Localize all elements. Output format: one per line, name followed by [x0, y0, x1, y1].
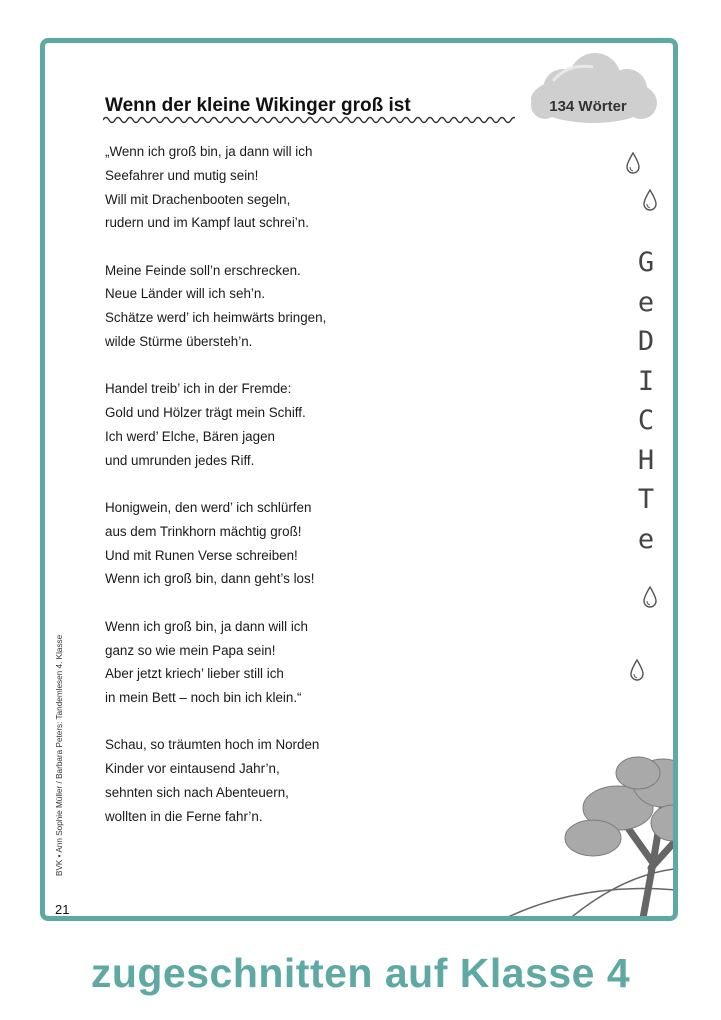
poem-line: Will mit Drachenbooten segeln,: [105, 191, 291, 207]
wave-underline-icon: [103, 113, 515, 127]
vertical-letter: G: [637, 247, 655, 278]
poem-line: Aber jetzt kriech’ lieber still ich: [105, 666, 284, 682]
poem-line: Kinder vor eintausend Jahr’n,: [105, 761, 280, 777]
poem-body: [105, 140, 326, 852]
vertical-letter: I: [637, 365, 655, 397]
poem-line: Seefahrer und mutig sein!: [105, 167, 259, 183]
poem-line: „Wenn ich groß bin, ja dann will ich: [105, 144, 313, 159]
poem-line: wilde Stürme übersteh’n.: [105, 334, 253, 350]
poem-line: rudern und im Kampf laut schrei’n.: [105, 215, 309, 231]
poem-line: in mein Bett – noch bin ich klein.“: [105, 690, 302, 706]
water-drop-icon: [629, 658, 645, 682]
poem-stanza: [105, 140, 326, 235]
vertical-letter: C: [637, 405, 655, 436]
vertical-gedichte-label: [631, 243, 661, 559]
poem-line: wollten in die Ferne fahr’n.: [105, 808, 263, 824]
water-drop-icon: [625, 151, 641, 175]
cloud-icon: [523, 51, 663, 131]
poem-line: Neue Länder will ich seh’n.: [105, 286, 266, 302]
word-count-badge: 134 Wörter: [549, 98, 627, 115]
poem-stanza: [105, 259, 326, 354]
poem-line: Honigwein, den werd’ ich schlürfen: [105, 500, 312, 516]
page-number: 21: [55, 902, 70, 917]
poem-line: ganz so wie mein Papa sein!: [105, 642, 276, 658]
banner-text: zugeschnitten auf Klasse 4: [90, 950, 631, 996]
poem-stanza: [105, 615, 326, 710]
vertical-letter: e: [637, 286, 655, 318]
poem-stanza: [105, 733, 326, 828]
poem-line: Ich werd’ Elche, Bären jagen: [105, 428, 275, 444]
poem-stanza: [105, 377, 326, 472]
tree-icon: [503, 743, 678, 921]
vertical-letter: D: [637, 326, 655, 357]
poem-line: sehnten sich nach Abenteuern,: [105, 785, 289, 801]
worksheet-page: [40, 38, 678, 921]
poem-line: Wenn ich groß bin, dann geht’s los!: [105, 571, 315, 587]
vertical-letter: e: [637, 523, 655, 555]
poem-line: Wenn ich groß bin, ja dann will ich: [105, 618, 308, 634]
water-drop-icon: [642, 585, 658, 609]
poem-line: Meine Feinde soll’n erschrecken.: [105, 262, 301, 278]
poem-line: Schätze werd’ ich heimwärts bringen,: [105, 310, 327, 326]
poem-line: Schau, so träumten hoch im Norden: [105, 737, 320, 753]
poem-title: Wenn der kleine Wikinger groß ist: [105, 95, 411, 116]
vertical-letter: H: [637, 444, 655, 476]
poem-stanza: [105, 496, 326, 591]
poem-line: Und mit Runen Verse schreiben!: [105, 547, 298, 563]
water-drop-icon: [642, 188, 658, 212]
poem-line: aus dem Trinkhorn mächtig groß!: [105, 523, 302, 539]
poem-line: Handel treib’ ich in der Fremde:: [105, 381, 292, 397]
poem-line: Gold und Hölzer trägt mein Schiff.: [105, 405, 306, 421]
side-credit: BVK • Ann Sophie Müller / Barbara Peters: Tandemlesen 4. Klasse: [55, 634, 64, 876]
vertical-letter: T: [637, 484, 655, 515]
poem-line: und umrunden jedes Riff.: [105, 452, 255, 468]
